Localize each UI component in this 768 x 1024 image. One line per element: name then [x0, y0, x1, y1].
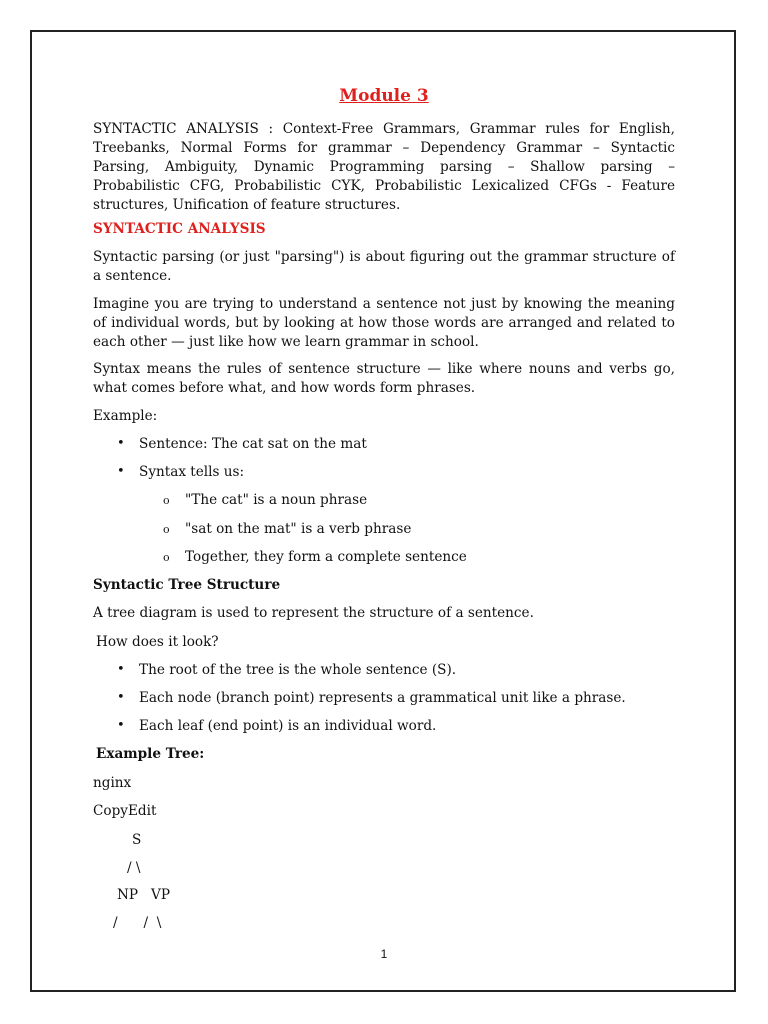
bullet-glyph: •	[117, 464, 125, 479]
sub-list-item: Together, they form a complete sentence	[185, 549, 467, 565]
list-item: Each node (branch point) represents a grammatical unit like a phrase.	[139, 690, 626, 706]
intro-paragraph: SYNTACTIC ANALYSIS : Context-Free Grammars, Grammar rules for English, Treebanks, Normal Forms for grammar – Dependency Grammar – Syntactic Parsing, Ambiguity, Dynamic Programming parsing – Shallow parsing – Probabilistic CFG, Probabilistic CYK, Probabilistic Lexicalized CFGs - Feature structures, Unification of feature structures.	[93, 121, 675, 213]
sub-bullet-glyph: o	[163, 494, 170, 507]
example-label: Example:	[93, 408, 158, 424]
bullet-glyph: •	[117, 662, 125, 677]
paragraph-parsing-definition: Syntactic parsing (or just "parsing") is about figuring out the grammar structure of a sentence.	[93, 249, 675, 284]
question-how-does-it-look: How does it look?	[96, 634, 219, 650]
bullet-glyph: •	[117, 718, 125, 733]
sub-bullet-glyph: o	[163, 551, 170, 564]
tree-line-np-vp: NP VP	[117, 887, 170, 903]
page-number: 1	[380, 947, 388, 961]
list-item: Syntax tells us:	[139, 464, 245, 480]
copy-edit-label: CopyEdit	[93, 803, 157, 819]
sub-bullet-glyph: o	[163, 523, 170, 536]
list-item: Each leaf (end point) is an individual word.	[139, 718, 437, 734]
section-heading-tree-structure: Syntactic Tree Structure	[93, 577, 281, 593]
section-heading-syntactic-analysis: SYNTACTIC ANALYSIS	[93, 221, 266, 237]
page-title: Module 3	[339, 86, 429, 106]
tree-line-branches: / \	[127, 860, 141, 876]
paragraph-tree-diagram: A tree diagram is used to represent the structure of a sentence.	[93, 605, 534, 621]
tree-line-root: S	[132, 832, 142, 848]
code-language-label: nginx	[93, 775, 132, 791]
list-item: The root of the tree is the whole sentence (S).	[139, 662, 457, 678]
paragraph-imagine: Imagine you are trying to understand a sentence not just by knowing the meaning of individual words, but by looking at how those words are arranged and related to each other — just like how we learn grammar in school.	[93, 296, 675, 350]
tree-line-sub-branches: / / \	[113, 915, 162, 931]
bullet-glyph: •	[117, 690, 125, 705]
paragraph-syntax-rules: Syntax means the rules of sentence structure — like where nouns and verbs go, what comes before what, and how words form phrases.	[93, 361, 675, 396]
sub-list-item: "The cat" is a noun phrase	[185, 492, 368, 508]
sub-list-item: "sat on the mat" is a verb phrase	[185, 521, 412, 537]
example-tree-heading: Example Tree:	[96, 746, 205, 762]
bullet-glyph: •	[117, 436, 125, 451]
list-item: Sentence: The cat sat on the mat	[139, 436, 367, 452]
